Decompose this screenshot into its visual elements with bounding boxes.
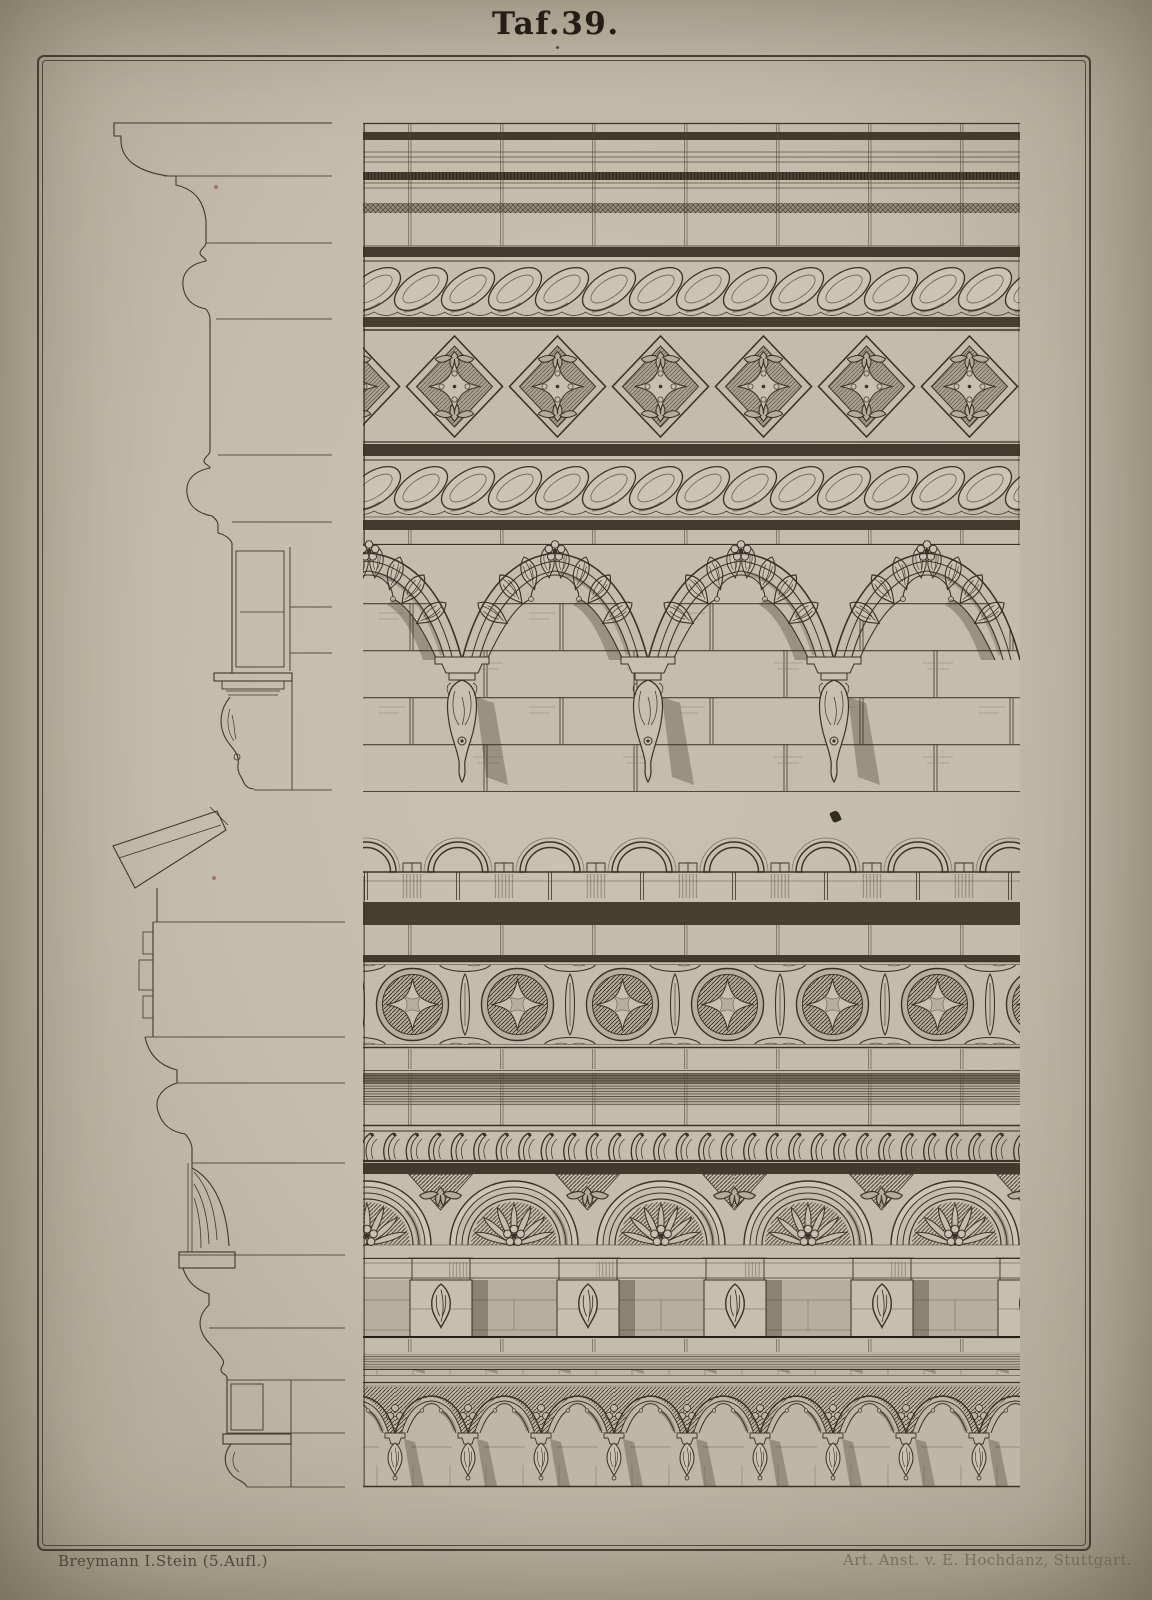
band-upper-fascia: [363, 902, 1020, 961]
band-stringcourse: [363, 1337, 1020, 1370]
band-impost-and-piers: [363, 1259, 1020, 1337]
figure-cornice-profile-bottom: [95, 800, 345, 1490]
band-fan-niche-arcade: [363, 1163, 1020, 1259]
band-arched-cresting: [363, 830, 1020, 906]
ink-speck: [556, 46, 559, 49]
band-reeded-fascia: [363, 1049, 1020, 1126]
band-circle-rosettes: [363, 962, 1020, 1048]
figure-cornice-elevation-top: [363, 115, 1020, 793]
figure-cornice-profile-top: [80, 115, 340, 795]
band-diamond-diaper: [363, 317, 1020, 456]
imprint-printer: Art. Anst. v. E. Hochdanz, Stuttgart.: [843, 1551, 1133, 1569]
red-speck: [212, 876, 216, 880]
plate-title: Taf.39.: [492, 6, 620, 42]
profile-outline: [114, 123, 332, 790]
profile-outline: [113, 807, 291, 1487]
band-arcade-frieze: [363, 517, 1020, 792]
red-speck: [214, 185, 218, 189]
profile-level-lines: [145, 922, 345, 1487]
figure-cornice-elevation-bottom: [363, 830, 1020, 1490]
band-rope-moulding-lower: [363, 458, 1020, 518]
band-billet-row: [363, 1131, 1020, 1161]
band-top-fascia: [363, 123, 1020, 257]
band-small-arch-frieze: [363, 1370, 1020, 1487]
imprint-author: Breymann I.Stein (5.Aufl.): [58, 1552, 268, 1570]
band-rope-moulding-upper: [363, 259, 1020, 319]
